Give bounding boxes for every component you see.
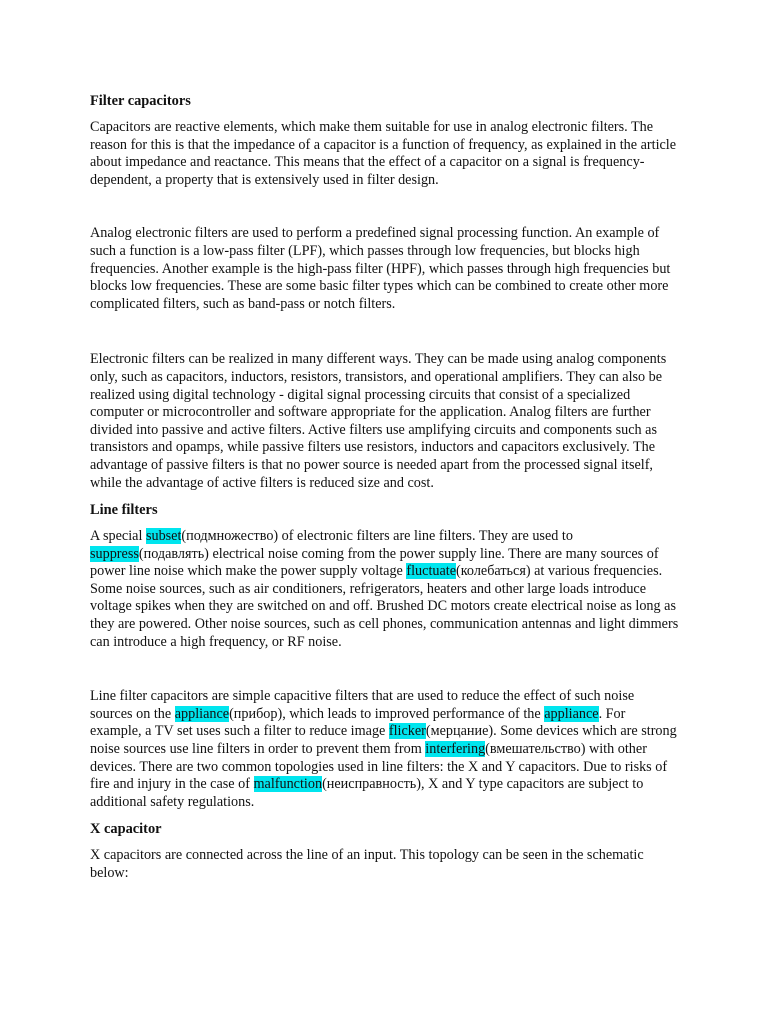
text-run: (подавлять) electrical noise coming from the power supply line. There are many sources of power line noise which make the power supply voltage [90, 545, 659, 580]
text-run: (вмешательство) with other devices. There are two common topologies used in line filters: the X and Y capacitors. Due to risks of fire and injury in the case of [90, 741, 668, 793]
text-run: Line filter capacitors are simple capacitive filters that are used to reduce the effect of such noise sources on the [90, 688, 635, 722]
heading-filter-capacitors: Filter capacitors [90, 93, 191, 109]
document-page [90, 91, 680, 883]
highlighted-word: fluctuate [406, 563, 457, 580]
highlighted-word: interfering [425, 741, 486, 758]
text-run: Analog electronic filters are used to perform a predefined signal processing function. An example of such a function is a low-pass filter (LPF), which passes through low frequencies, but blocks high frequencies. Another example is the high-pass filter (HPF), which passes through high frequencies but blocks low frequencies. These are some basic filter types which can be combined to create other more complicated filters, such as band-pass or notch filters. [90, 225, 671, 312]
highlighted-word: flicker [388, 723, 426, 740]
text-run: Electronic filters can be realized in many different ways. They can be made using analog components only, such as capacitors, inductors, resistors, transistors, and operational amplifiers. They can also be realized using digital technology - digital signal processing circuits that consist of a specialized computer or microcontroller and software appropriate for the application. Analog filters are further divided into passive and active filters. Active filters use amplifying circuits and components such as transistors and opamps, while passive filters use resistors, inductors and capacitors exclusively. The advantage of passive filters is that no power source is needed apart from the processed signal itself, while the advantage of active filters is reduced size and cost. [90, 351, 667, 491]
text-run: (подмножество) of electronic filters are line filters. They are used to [181, 528, 573, 545]
highlighted-word: malfunction [253, 776, 323, 793]
text-run: (прибор), which leads to improved performance of the [229, 705, 545, 722]
text-run: (мерцание). Some devices which are strong noise sources use line filters in order to prevent them from [90, 723, 677, 758]
paragraph-filter-intro [90, 119, 680, 189]
heading-x-capacitor: X capacitor [90, 821, 162, 838]
text-run: . For example, a TV set uses such a filter to reduce image [90, 705, 626, 740]
text-run: A special [90, 528, 146, 545]
text-run: (неисправность), X and Y type capacitors are subject to additional safety regulations. [90, 776, 644, 810]
highlighted-word: subset [145, 528, 182, 545]
highlighted-word: appliance [544, 705, 599, 722]
paragraph-analog-filters [90, 225, 680, 313]
paragraph-line-filters-noise [90, 528, 680, 651]
text-run: (колебаться) at various frequencies. Some noise sources, such as air conditioners, refrigerators, heaters and other large loads introduce voltage spikes when they are switched on and off. Brushed DC motors create electrical noise as long as they are powered. Other noise sources, such as cell phones, communication antennas and light dimmers can introduce a high frequency, or RF noise. [90, 563, 679, 650]
paragraph-line-filter-capacitors [90, 688, 680, 811]
highlighted-word: suppress [90, 545, 139, 562]
heading-line-filters: Line filters [90, 502, 158, 519]
highlighted-word: appliance [174, 705, 230, 722]
paragraph-filter-realization [90, 351, 680, 492]
text-run: X capacitors are connected across the line of an input. This topology can be seen in the schematic below: [90, 847, 644, 881]
paragraph-x-capacitor [90, 847, 680, 882]
text-run: Capacitors are reactive elements, which make them suitable for use in analog electronic filters. The reason for this is that the impedance of a capacitor is a function of frequency, as explained in the article about impedance and reactance. This means that the effect of a capacitor on a signal is frequency-dependent, a property that is extensively used in filter design. [90, 119, 677, 188]
